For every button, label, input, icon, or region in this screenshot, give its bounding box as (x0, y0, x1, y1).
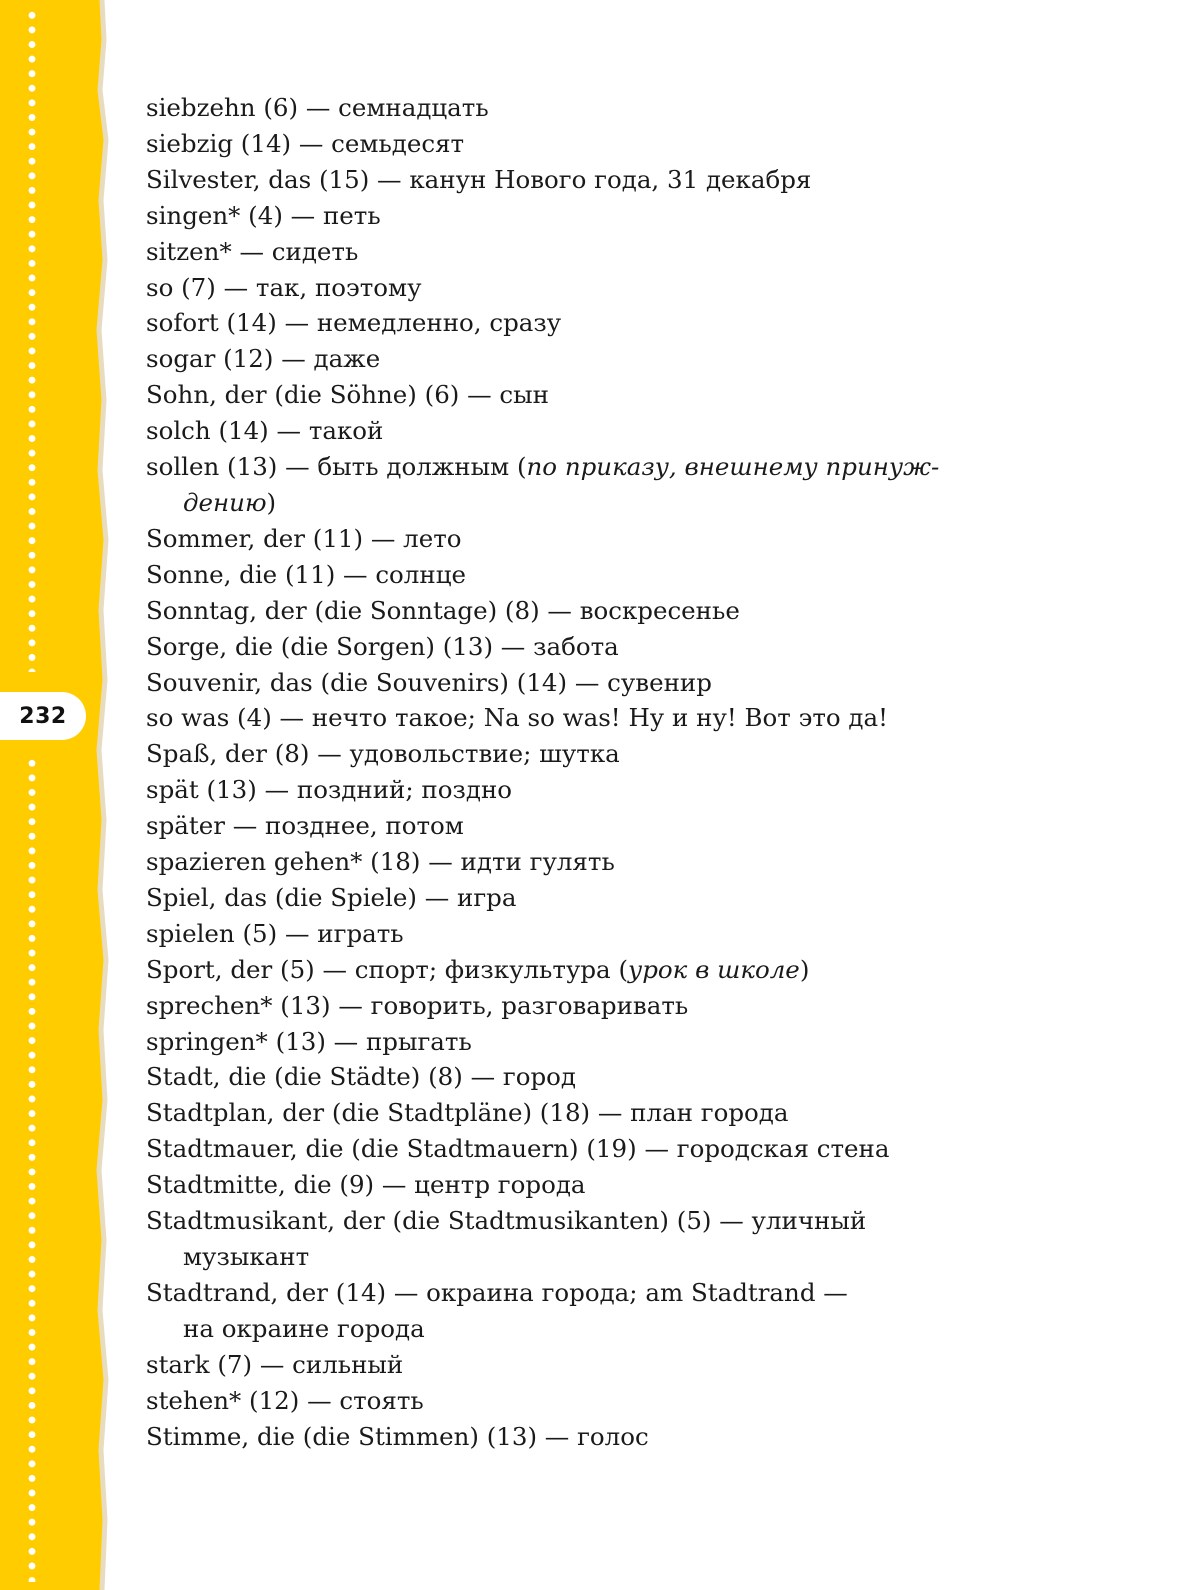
entry (146, 1347, 1092, 1383)
entry (146, 413, 1092, 449)
entry-continuation: музыкант (183, 1242, 310, 1271)
entry-text: solch (14) — такой (146, 416, 384, 446)
entry-text: spät (13) — поздний; поздно (146, 775, 513, 805)
entry-text: singen* (4) — петь (146, 200, 381, 230)
entry-text: Sonntag, der (die Sonntage) (8) — воскресенье (146, 595, 740, 625)
entry (146, 772, 1092, 808)
entry-text: sprechen* (13) — говорить, разговаривать (146, 990, 689, 1020)
entry-text: Stadt, die (die Städte) (8) — город (146, 1062, 577, 1092)
entry-text: Sohn, der (die Söhne) (6) — сын (146, 380, 549, 410)
side-band (0, 0, 112, 1590)
entry-text: Stadtrand, der (14) — окраина города; am Stadtrand — (146, 1277, 848, 1307)
entry-text: später — позднее, потом (146, 811, 464, 841)
decorative-dots-bottom (26, 756, 38, 1582)
entry-continuation (146, 485, 1092, 521)
entry (146, 126, 1092, 162)
entry (146, 1131, 1092, 1167)
entry (146, 629, 1092, 665)
entry (146, 988, 1092, 1024)
entry-text: Stadtmauer, die (die Stadtmauern) (19) — городская стена (146, 1134, 890, 1164)
entry (146, 736, 1092, 772)
vocabulary-list (146, 90, 1092, 1454)
entry (146, 952, 1092, 988)
entry-tail: ) (266, 487, 277, 517)
entry (146, 198, 1092, 234)
entry (146, 377, 1092, 413)
entry-text: so was (4) — нечто такое; Na so was! Ну и ну! Вот это да! (146, 703, 888, 733)
entry-gloss: урок в школе (628, 954, 800, 984)
entry-text: Spaß, der (8) — удовольствие; шутка (146, 739, 620, 769)
entry-text: sofort (14) — немедленно, сразу (146, 308, 562, 338)
entry-text: spazieren gehen* (18) — идти гулять (146, 847, 615, 877)
entry (146, 162, 1092, 198)
entry (146, 1095, 1092, 1131)
entry-text: Souvenir, das (die Souvenirs) (14) — сувенир (146, 667, 712, 697)
entry-text: Stadtmusikant, der (die Stadtmusikanten) (5) — уличный (146, 1206, 867, 1236)
entry (146, 1024, 1092, 1060)
entry (146, 844, 1092, 880)
entry-text: Stadtmitte, die (9) — центр города (146, 1170, 586, 1200)
decorative-dots-top (26, 8, 38, 672)
page-number: 232 (19, 703, 67, 729)
entry (146, 270, 1092, 306)
entry-text: Stimme, die (die Stimmen) (13) — голос (146, 1421, 649, 1451)
entry-text: Sommer, der (11) — лето (146, 523, 462, 553)
entry-text: Sport, der (5) — спорт; физкультура ( (146, 954, 628, 984)
entry (146, 305, 1092, 341)
entry (146, 1059, 1092, 1095)
entry (146, 449, 1092, 521)
entry-tail: ) (799, 954, 810, 984)
entry-text: sogar (12) — даже (146, 344, 381, 374)
entry (146, 665, 1092, 701)
entry-text: so (7) — так, поэтому (146, 272, 422, 302)
entry-text: Sonne, die (11) — солнце (146, 559, 466, 589)
entry (146, 1383, 1092, 1419)
entry (146, 808, 1092, 844)
entry (146, 1419, 1092, 1455)
entry-text: Spiel, das (die Spiele) — игра (146, 882, 517, 912)
entry-text: Stadtplan, der (die Stadtpläne) (18) — план города (146, 1098, 789, 1128)
entry-text: spielen (5) — играть (146, 918, 404, 948)
entry-text: sollen (13) — быть должным ( (146, 452, 527, 482)
entry (146, 90, 1092, 126)
entry-text: siebzig (14) — семьдесят (146, 128, 465, 158)
entry-gloss-continuation: дению (183, 487, 267, 517)
entry-text: stark (7) — сильный (146, 1349, 404, 1379)
entry (146, 1275, 1092, 1347)
entry (146, 521, 1092, 557)
entry-gloss: по приказу, внешнему принуж- (526, 452, 940, 482)
entry (146, 557, 1092, 593)
entry (146, 234, 1092, 270)
entry-continuation: на окраине города (183, 1313, 425, 1343)
entry-text: springen* (13) — прыгать (146, 1026, 472, 1056)
entry-text: siebzehn (6) — семнадцать (146, 93, 489, 122)
entry-text: Silvester, das (15) — канун Нового года, 31 декабря (146, 164, 812, 194)
entry (146, 1203, 1092, 1275)
torn-paper-edge (0, 0, 112, 1590)
entry (146, 700, 1092, 736)
entry (146, 1167, 1092, 1203)
entry-text: sitzen* — сидеть (146, 236, 359, 266)
entry-text: stehen* (12) — стоять (146, 1385, 424, 1415)
entry (146, 593, 1092, 629)
entry-text: Sorge, die (die Sorgen) (13) — забота (146, 631, 619, 661)
entry (146, 341, 1092, 377)
entry (146, 880, 1092, 916)
entry (146, 916, 1092, 952)
page-number-tab (0, 692, 86, 740)
